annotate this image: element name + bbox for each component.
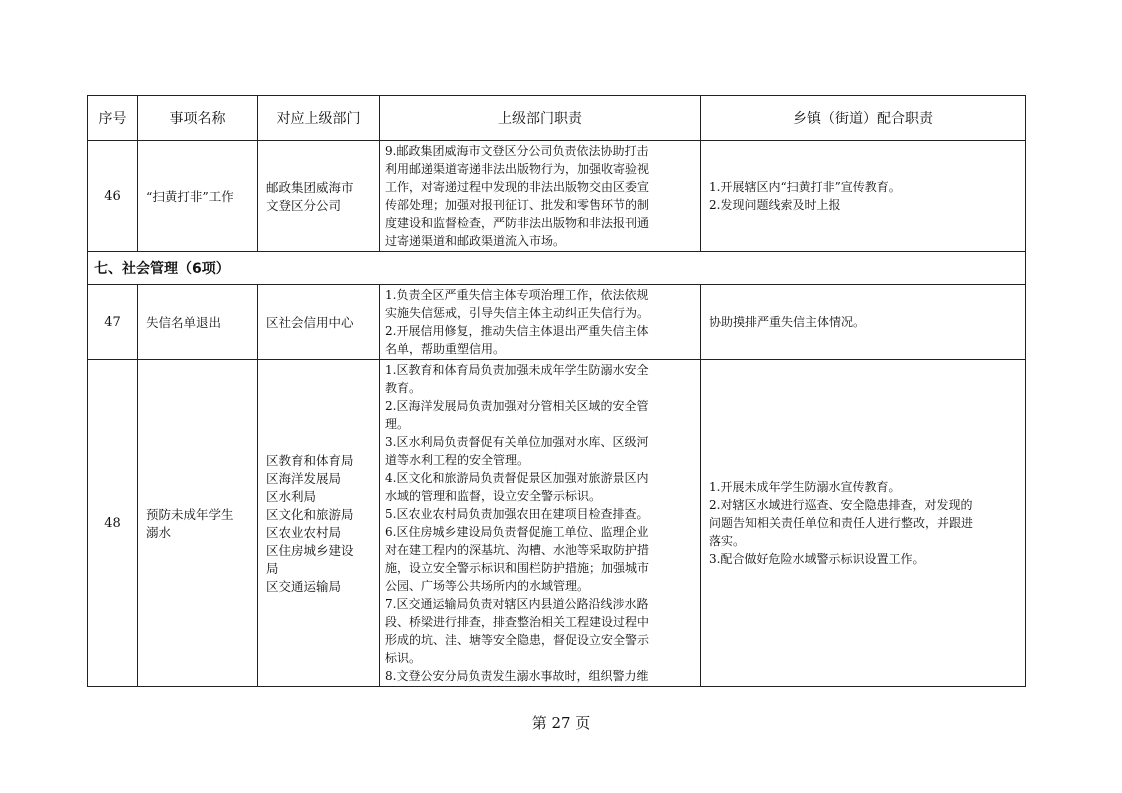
department-line: 局 — [266, 561, 279, 576]
upper-duty-line: 2.区海洋发展局负责加强对分管相关区域的安全管 — [385, 399, 649, 413]
page-number: 第 27 页 — [531, 714, 591, 732]
section-row — [88, 252, 1026, 285]
upper-duty-line: 1.负责全区严重失信主体专项治理工作，依法依规 — [385, 288, 649, 302]
header-town-duty: 乡镇（街道）配合职责 — [701, 96, 1026, 141]
town-duty-line: 2.发现问题线索及时上报 — [709, 198, 841, 212]
upper-duty-line: 施，设立安全警示标识和围栏防护措施；加强城市 — [385, 561, 650, 575]
upper-duty-line: 7.区交通运输局负责对辖区内县道公路沿线涉水路 — [385, 597, 649, 611]
upper-duty-line: 9.邮政集团威海市文登区分公司负责依法协助打击 — [385, 144, 649, 158]
upper-duty-line: 对在建工程内的深基坑、沟槽、水池等采取防护措 — [385, 543, 650, 557]
upper-duty-line: 2.开展信用修复，推动失信主体退出严重失信主体 — [385, 324, 649, 338]
section-title: 七、社会管理（6项） — [88, 252, 1026, 285]
upper-duty-line: 公园、广场等公共场所内的水域管理。 — [385, 579, 590, 593]
row-number: 47 — [88, 285, 138, 360]
item-name — [138, 285, 258, 360]
upper-duty-line: 3.区水利局负责督促有关单位加强对水库、区级河 — [385, 435, 649, 449]
town-duty-line: 落实。 — [709, 534, 746, 548]
upper-duty-line: 道等水利工程的安全管理。 — [385, 453, 530, 467]
upper-duty-line: 4.区文化和旅游局负责督促景区加强对旅游景区内 — [385, 471, 649, 485]
town-duty-line: 2.对辖区水域进行巡查、安全隐患排查，对发现的 — [709, 498, 973, 512]
upper-duty-line: 8.文登公安分局负责发生溺水事故时，组织警力维 — [385, 669, 649, 683]
upper-duty-line: 利用邮递渠道寄递非法出版物行为，加强收寄验视 — [385, 162, 650, 176]
department-line: 文登区分公司 — [266, 198, 342, 213]
upper-duty-line: 6.区住房城乡建设局负责督促施工单位、监理企业 — [385, 525, 649, 539]
item-name-line: 预防未成年学生 — [146, 507, 234, 522]
department-line: 区农业农村局 — [266, 525, 342, 540]
upper-duty-line: 水域的管理和监督，设立安全警示标识。 — [385, 489, 602, 503]
table-header-row — [88, 96, 1026, 141]
department-line: 区社会信用中心 — [266, 315, 354, 330]
row-number: 46 — [88, 141, 138, 252]
upper-duty — [380, 285, 701, 360]
department-line: 区住房城乡建设 — [266, 543, 354, 558]
item-name-line: 溺水 — [146, 525, 172, 540]
town-duty-line: 3.配合做好危险水域警示标识设置工作。 — [709, 552, 925, 566]
department-line: 区海洋发展局 — [266, 471, 342, 486]
department-line: 邮政集团威海市 — [266, 180, 354, 195]
upper-duty-line: 工作，对寄递过程中发现的非法出版物交由区委宣 — [385, 180, 650, 194]
town-duty — [701, 285, 1026, 360]
upper-duty-line: 标识。 — [385, 651, 422, 665]
upper-duty-line: 段、桥梁进行排查，排查整治相关工程建设过程中 — [385, 615, 650, 629]
upper-duty-line: 形成的坑、洼、塘等安全隐患，督促设立安全警示 — [385, 633, 650, 647]
department — [258, 360, 380, 687]
upper-duty-line: 理。 — [385, 417, 410, 431]
row-number: 48 — [88, 360, 138, 687]
town-duty-line: 1.开展未成年学生防溺水宣传教育。 — [709, 480, 901, 494]
table-row — [88, 360, 1026, 687]
header-no: 序号 — [88, 96, 138, 141]
upper-duty-line: 1.区教育和体育局负责加强未成年学生防溺水安全 — [385, 363, 649, 377]
town-duty — [701, 360, 1026, 687]
item-name — [138, 360, 258, 687]
department — [258, 141, 380, 252]
item-name — [138, 141, 258, 252]
upper-duty — [380, 360, 701, 687]
department — [258, 285, 380, 360]
upper-duty-line: 实施失信惩戒，引导失信主体主动纠正失信行为。 — [385, 306, 650, 320]
town-duty-line: 1.开展辖区内“扫黄打非”宣传教育。 — [709, 180, 901, 194]
table-row — [88, 285, 1026, 360]
header-item-name: 事项名称 — [138, 96, 258, 141]
upper-duty-line: 名单，帮助重塑信用。 — [385, 342, 506, 356]
item-name-line: 失信名单退出 — [146, 315, 222, 330]
upper-duty-line: 教育。 — [385, 381, 422, 395]
town-duty-line: 问题告知相关责任单位和责任人进行整改，并跟进 — [709, 516, 974, 530]
upper-duty-line: 度建设和监督检查，严防非法出版物和非法报刊通 — [385, 216, 650, 230]
town-duty — [701, 141, 1026, 252]
item-name-line: “扫黄打非”工作 — [146, 189, 234, 204]
department-line: 区交通运输局 — [266, 579, 342, 594]
duty-table — [87, 95, 1026, 687]
header-upper-duty: 上级部门职责 — [380, 96, 701, 141]
town-duty-line: 协助摸排严重失信主体情况。 — [709, 315, 866, 329]
upper-duty-line: 过寄递渠道和邮政渠道流入市场。 — [385, 234, 566, 248]
table-row — [88, 141, 1026, 252]
upper-duty — [380, 141, 701, 252]
department-line: 区文化和旅游局 — [266, 507, 354, 522]
department-line: 区水利局 — [266, 489, 317, 504]
upper-duty-line: 传部处理；加强对报刊征订、批发和零售环节的制 — [385, 198, 650, 212]
department-line: 区教育和体育局 — [266, 453, 354, 468]
header-department: 对应上级部门 — [258, 96, 380, 141]
upper-duty-line: 5.区农业农村局负责加强农田在建项目检查排查。 — [385, 507, 649, 521]
